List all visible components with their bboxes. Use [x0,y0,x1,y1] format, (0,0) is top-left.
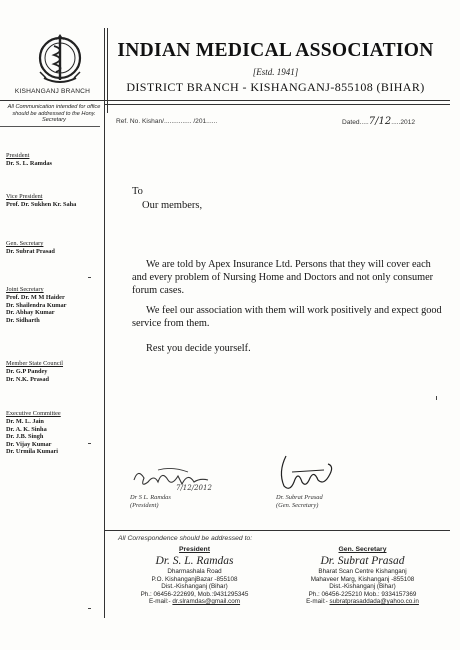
scan-speck [436,396,437,400]
scan-speck [88,443,91,444]
sidebar-name: Dr. Sidharth [6,316,40,324]
sidebar-name: Dr. Shailendra Kumar [6,301,67,309]
footer-name: Dr. S. L. Ramdas [155,555,234,567]
svg-text:7/12/2012: 7/12/2012 [176,484,212,492]
footer-phone: Ph.: 06456-222699, Mob.:9431295345 [140,590,249,598]
signatory-name: Dr. Subrat Prasad [276,494,323,501]
sidebar-group-vice-president [6,193,102,209]
office-bearers-sidebar [6,104,102,124]
scan-speck [88,608,91,609]
footer-address: Dist.-Kishanganj (Bihar) [329,583,396,591]
sidebar-group-executive-committee [6,410,102,456]
sidebar-name: Dr. Vijay Kumar [6,440,52,448]
sidebar-name: Prof. Dr. Sukhen Kr. Saha [6,201,77,208]
sidebar-name: Prof. Dr. M M Haider [6,294,65,301]
sidebar-role: Gen. Secretary [6,240,44,247]
footer-role: Gen. Secretary [338,546,387,553]
footer-address: Bharat Scan Centre Kishanganj [318,568,407,575]
sidebar-name: Dr. Abhay Kumar [6,309,55,317]
district-line: DISTRICT BRANCH - KISHANGANJ-855108 (BIHAR) [126,80,425,94]
letter-paragraph-2 [132,304,442,330]
sidebar-group-state-council [6,360,102,383]
sidebar-name: Dr. A. K. Sinha [6,425,47,433]
signatory-title: (President) [130,502,159,509]
gen-secretary-signature-caption [276,494,323,510]
footer-address: Mahaveer Marg, Kishanganj -855108 [310,575,415,583]
footer-role: President [179,546,210,553]
signatory-name: Dr S L. Ramdas [130,494,171,501]
sidebar-role: Vice President [6,193,43,200]
footer-rule [104,530,450,531]
scan-speck [88,277,91,278]
dated-handwritten: 7/12 [368,116,392,127]
branch-label: KISHANGANJ BRANCH [14,88,91,95]
letter-to: To [132,186,143,197]
footer-address: Dharmashala Road [167,568,222,575]
sidebar-role: President [6,152,30,159]
established-year: [Estd. 1941] [252,67,299,77]
gen-secretary-signature [272,452,342,496]
footer-email-link[interactable]: subratprasaddada@yahoo.co.in [329,598,419,606]
paragraph-text: We are told by Apex Insurance Ltd. Persons that they will cover each and every problem of Nursing Home and Doctors and not only consumer forum cases. [132,259,434,297]
footer-email-line [112,598,277,606]
footer-address: Dist.-Kishanganj (Bihar) [161,583,228,591]
signatory-title: (Gen. Secretary) [276,502,319,509]
sidebar-group-president [6,152,102,168]
letter-date [342,116,415,127]
sidebar-name: Dr. Subrat Prasad [6,248,55,255]
footer-address: P.O. KishanganjBazar -855108 [151,575,238,583]
org-title: INDIAN MEDICAL ASSOCIATION [117,40,434,61]
email-label: E-mail:- [306,598,330,606]
footer-email-link[interactable]: dr.slramdas@gmail.com [172,598,241,606]
sidebar-group-gen-secretary [6,240,102,256]
footer-gen-secretary-contact [280,546,445,606]
sidebar-name: Dr. M. L. Jain [6,418,44,425]
communication-note: All Communication intended for office should be addressed to the Hony. Secretary [7,104,101,124]
sidebar-separator [0,126,100,127]
dated-year: .....2012 [391,119,416,126]
sidebar-role: Joint Secretary [6,286,44,293]
letter-salutation: Our members, [142,200,203,211]
letter-paragraph-1 [132,258,442,298]
header-rule-inner [104,104,450,105]
sidebar-role: Executive Committee [6,410,61,417]
footer-president-contact [112,546,277,606]
sidebar-name: Dr. Urmila Kumari [6,448,59,456]
sidebar-role: Member State Council [6,360,64,367]
sidebar-group-joint-secretary [6,286,102,324]
sidebar-name: Dr. N.K. Prasad [6,375,49,383]
sidebar-name: Dr. G.P Pandey [6,368,48,375]
footer-name: Dr. Subrat Prasad [320,555,405,567]
footer-note: All Correspondence should be addressed to: [118,535,253,542]
dated-label: Dated..... [342,119,369,126]
paragraph-text: Rest you decide yourself. [146,343,251,354]
president-signature [128,460,218,496]
header-rule [0,100,450,101]
sidebar-name: Dr. S. L. Ramdas [6,160,52,167]
email-label: E-mail:- [148,598,173,606]
footer-phone: Ph.: 06456-225210 Mob.: 9334157369 [308,590,417,598]
paragraph-text: We feel our association with them will work positively and expect good service from them. [132,305,442,330]
footer-email-line [280,598,445,606]
sidebar-name: Dr. J.B. Singh [6,433,44,441]
president-signature-caption [130,494,171,510]
ima-emblem-logo [30,28,90,86]
letter-paragraph-3 [132,342,442,355]
reference-number: Ref. No. Kishan/............... /201...... [116,118,218,125]
